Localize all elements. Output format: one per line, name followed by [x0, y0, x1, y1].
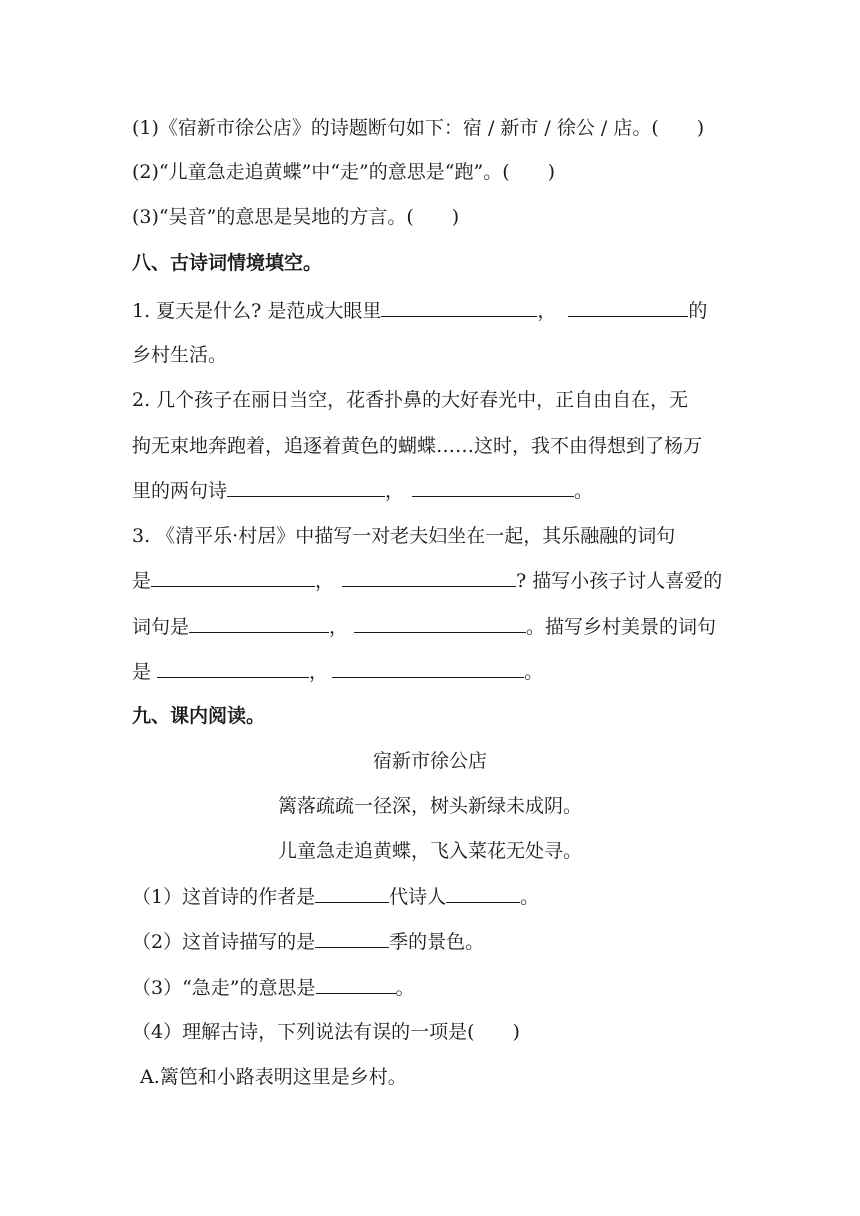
item-3-text-d: 。描写乡村美景的词句: [526, 616, 717, 638]
item-2-blank-1[interactable]: [227, 478, 385, 497]
reading-q3-text-a: （3）“急走”的意思是: [132, 977, 316, 999]
judgment-q1: (1)《宿新市徐公店》的诗题断句如下：宿 / 新市 / 徐公 / 店。( ): [132, 117, 705, 139]
poem-line-2: 儿童急走追黄蝶，飞入菜花无处寻。: [277, 840, 582, 862]
item-3-end: 。: [524, 661, 544, 683]
reading-q1: [132, 884, 732, 909]
reading-q4: （4）理解古诗，下列说法有误的一项是( ): [132, 1021, 520, 1043]
reading-q1-blank-2[interactable]: [446, 884, 520, 903]
item-3-text-c: 词句是: [132, 616, 190, 638]
item-3-sep-3: ，: [309, 661, 329, 683]
section-8-item-3-line-1: 3. 《清平乐·村居》中描写一对老夫妇坐在一起，其乐融融的词句: [132, 525, 676, 547]
item-1-text-end: 的: [688, 300, 708, 322]
section-8-item-2-line-3: [132, 478, 732, 503]
reading-q3-blank[interactable]: [316, 975, 396, 994]
reading-q2-blank[interactable]: [315, 929, 389, 948]
item-3-blank-6[interactable]: [332, 659, 524, 678]
section-8-item-1-line-2: 乡村生活。: [132, 344, 228, 366]
item-1-sep: ，: [537, 300, 557, 322]
reading-q1-text-b: 代诗人: [389, 886, 447, 908]
reading-q4-option-a: A.篱笆和小路表明这里是乡村。: [140, 1066, 407, 1088]
item-1-blank-1[interactable]: [381, 298, 537, 317]
reading-q3: [132, 975, 732, 1000]
item-2-end: 。: [574, 480, 594, 502]
poem-title: 宿新市徐公店: [372, 750, 487, 772]
poem-line-1: 篱落疏疏一径深，树头新绿未成阴。: [277, 795, 582, 817]
reading-q1-text-c: 。: [520, 886, 540, 908]
reading-q1-blank-1[interactable]: [315, 884, 389, 903]
section-8-item-3-line-2: [132, 568, 732, 593]
reading-q2-text-b: 季的景色。: [389, 931, 485, 953]
item-2-blank-2[interactable]: [412, 478, 574, 497]
judgment-q3: (3)“吴音”的意思是吴地的方言。( ): [132, 206, 460, 228]
reading-q3-text-b: 。: [395, 977, 415, 999]
item-3-text-e: 是: [132, 661, 158, 683]
item-3-blank-5[interactable]: [157, 659, 309, 678]
item-3-blank-1[interactable]: [151, 568, 315, 587]
reading-q1-text-a: （1）这首诗的作者是: [132, 886, 316, 908]
section-8-item-2-line-1: 2. 几个孩子在丽日当空，花香扑鼻的大好春光中，正自由自在，无: [132, 389, 689, 411]
item-1-text: 1. 夏天是什么? 是范成大眼里: [132, 300, 382, 322]
reading-q2-text-a: （2）这首诗描写的是: [132, 931, 316, 953]
section-8-title: 八、古诗词情境填空。: [132, 252, 323, 274]
reading-q2: [132, 929, 732, 954]
item-3-text-a: 是: [132, 570, 152, 592]
section-8-item-2-line-2: 拘无束地奔跑着，追逐着黄色的蝴蝶……这时，我不由得想到了杨万: [132, 435, 703, 457]
item-2-text: 里的两句诗: [132, 480, 228, 502]
item-3-sep-2: ，: [329, 616, 349, 638]
section-9-title: 九、课内阅读。: [132, 705, 266, 727]
item-3-blank-3[interactable]: [189, 614, 329, 633]
item-3-blank-2[interactable]: [342, 568, 516, 587]
item-1-blank-2[interactable]: [568, 298, 688, 317]
item-3-sep-1: ，: [315, 570, 335, 592]
item-2-sep: ，: [385, 480, 405, 502]
judgment-q2: (2)“儿童急走追黄蝶”中“走”的意思是“跑”。( ): [132, 161, 556, 183]
item-3-blank-4[interactable]: [354, 614, 526, 633]
section-8-item-3-line-3: [132, 614, 732, 639]
section-8-item-1-line-1: [132, 298, 732, 323]
section-8-item-3-line-4: [132, 659, 732, 684]
item-3-text-b: ? 描写小孩子讨人喜爱的: [516, 570, 723, 592]
